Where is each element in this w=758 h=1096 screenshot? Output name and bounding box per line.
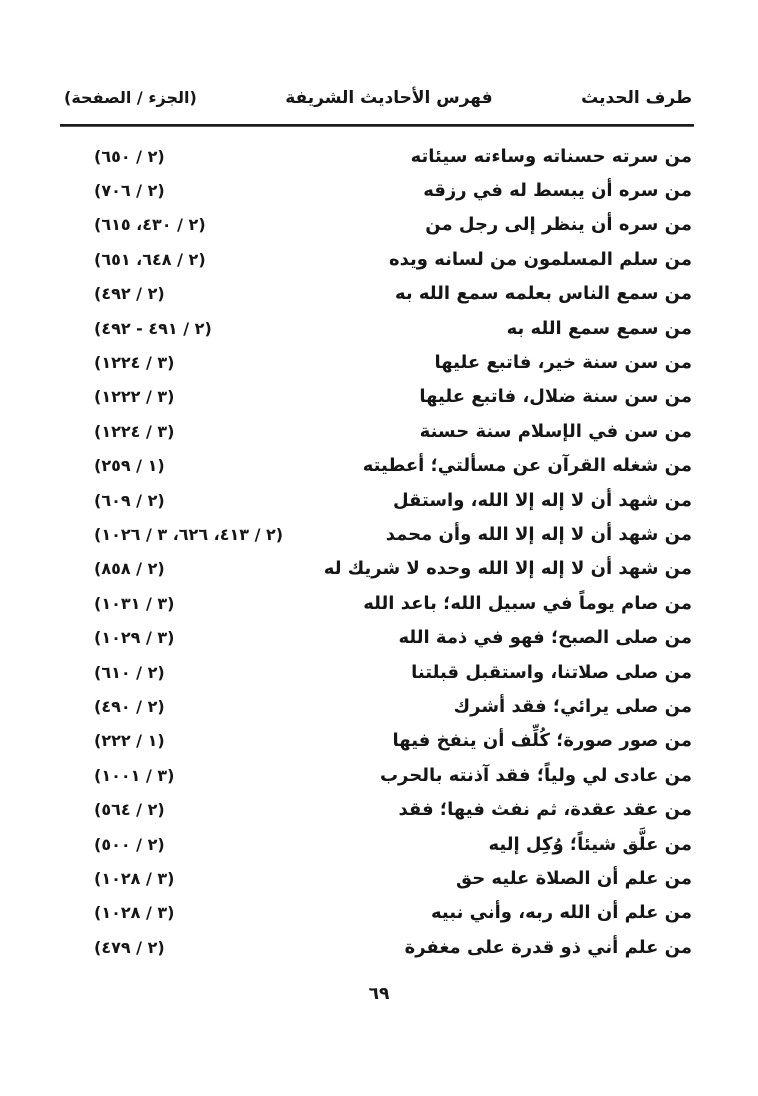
hadith-text: من علم أن الله ربه، وأني نبيه [431, 902, 692, 924]
hadith-text: من سن سنة خير، فاتبع عليها [434, 352, 692, 374]
header-divider [60, 124, 694, 127]
header-hadith-start-label: طرف الحديث [581, 88, 692, 108]
hadith-entry-row [94, 139, 692, 173]
hadith-entry-row [94, 896, 692, 930]
hadith-entry-row [94, 758, 692, 792]
hadith-entry-row [94, 449, 692, 483]
hadith-ref: (٣ / ١٠٣١) [94, 593, 175, 613]
hadith-text: من سلم المسلمون من لسانه ويده [388, 248, 692, 270]
hadith-ref: (٣ / ١٠٠١) [94, 765, 175, 785]
hadith-entry-row [94, 930, 692, 964]
hadith-ref: (٢ / ٤١٣، ٦٢٦، ٣ / ١٠٢٦) [94, 524, 284, 544]
hadith-entry-row [94, 208, 692, 242]
hadith-text: من شهد أن لا إله إلا الله، واستقل [392, 489, 692, 511]
hadith-entry-row [94, 380, 692, 414]
hadith-ref: (١ / ٢٢٢) [94, 731, 165, 751]
hadith-ref: (١ / ٢٥٩) [94, 456, 165, 476]
hadith-ref: (٢ / ٥٠٠) [94, 834, 165, 854]
page-header [64, 88, 692, 108]
hadith-text: من شغله القرآن عن مسألتي؛ أعطيته [362, 455, 692, 477]
hadith-entry-row [94, 620, 692, 654]
hadith-text: من سن سنة ضلال، فاتبع عليها [419, 386, 692, 408]
hadith-entry-row [94, 414, 692, 448]
hadith-text: من صلى صلاتنا، واستقبل قبلتنا [411, 661, 692, 683]
hadith-ref: (٢ / ٤٣٠، ٦١٥) [94, 215, 206, 235]
hadith-text: من صلى يرائي؛ فقد أشرك [453, 695, 692, 717]
hadith-text: من صام يوماً في سبيل الله؛ باعد الله [363, 592, 692, 614]
hadith-entry-row [94, 173, 692, 207]
hadith-entry-row [94, 517, 692, 551]
hadith-entry-row [94, 552, 692, 586]
hadith-text: من سمع الناس بعلمه سمع الله به [394, 283, 692, 305]
hadith-entry-row [94, 655, 692, 689]
hadith-ref: (٢ / ٧٠٦) [94, 181, 165, 201]
hadith-list [94, 139, 692, 964]
hadith-entry-row [94, 586, 692, 620]
hadith-entry-row [94, 724, 692, 758]
hadith-text: من عقد عقدة، ثم نفث فيها؛ فقد [398, 799, 692, 821]
hadith-text: من شهد أن لا إله إلا الله وحده لا شريك له [323, 558, 692, 580]
hadith-ref: (٢ / ٨٥٨) [94, 559, 165, 579]
hadith-ref: (٢ / ٤٩٠) [94, 696, 165, 716]
hadith-ref: (٢ / ٤٩١ - ٤٩٢) [94, 318, 212, 338]
hadith-entry-row [94, 277, 692, 311]
hadith-text: من صور صورة؛ كُلِّف أن ينفخ فيها [392, 730, 692, 752]
hadith-ref: (٣ / ١٢٢٤) [94, 353, 175, 373]
hadith-entry-row [94, 345, 692, 379]
hadith-text: من علم أن الصلاة عليه حق [455, 867, 692, 889]
hadith-ref: (٣ / ١٠٢٩) [94, 628, 175, 648]
hadith-ref: (٢ / ٦٥٠) [94, 146, 165, 166]
hadith-text: من سره أن ينظر إلى رجل من [425, 214, 692, 236]
header-volume-page-label: (الجزء / الصفحة) [64, 88, 197, 107]
hadith-entry-row [94, 689, 692, 723]
hadith-entry-row [94, 792, 692, 826]
hadith-ref: (٢ / ٦١٠) [94, 662, 165, 682]
hadith-text: من سن في الإسلام سنة حسنة [419, 420, 692, 442]
hadith-entry-row [94, 483, 692, 517]
hadith-entry-row [94, 311, 692, 345]
hadith-ref: (٢ / ٥٦٤) [94, 800, 165, 820]
hadith-ref: (٢ / ٦٤٨، ٦٥١) [94, 249, 206, 269]
hadith-ref: (٢ / ٦٠٩) [94, 490, 165, 510]
hadith-text: من شهد أن لا إله إلا الله وأن محمد [385, 523, 692, 545]
hadith-text: من صلى الصبح؛ فهو في ذمة الله [398, 627, 692, 649]
hadith-ref: (٢ / ٤٩٢) [94, 284, 165, 304]
hadith-ref: (٣ / ١٠٢٨) [94, 868, 175, 888]
hadith-text: من سرته حسناته وساءته سيئاته [410, 145, 692, 167]
page-number: ٦٩ [368, 984, 390, 1004]
hadith-ref: (٢ / ٤٧٩) [94, 937, 165, 957]
hadith-ref: (٣ / ١٠٢٨) [94, 903, 175, 923]
hadith-text: من علم أني ذو قدرة على مغفرة [404, 936, 692, 958]
hadith-text: من عادى لي ولياً؛ فقد آذنته بالحرب [379, 764, 692, 786]
header-index-title: فهرس الأحاديث الشريفة [285, 88, 493, 108]
hadith-text: من علَّق شيئاً؛ وُكِل إليه [488, 833, 692, 855]
hadith-ref: (٣ / ١٢٢٤) [94, 421, 175, 441]
hadith-entry-row [94, 242, 692, 276]
hadith-entry-row [94, 861, 692, 895]
hadith-ref: (٣ / ١٢٢٢) [94, 387, 175, 407]
hadith-text: من سمع سمع الله به [506, 317, 692, 339]
hadith-text: من سره أن يبسط له في رزقه [423, 180, 692, 202]
hadith-entry-row [94, 827, 692, 861]
